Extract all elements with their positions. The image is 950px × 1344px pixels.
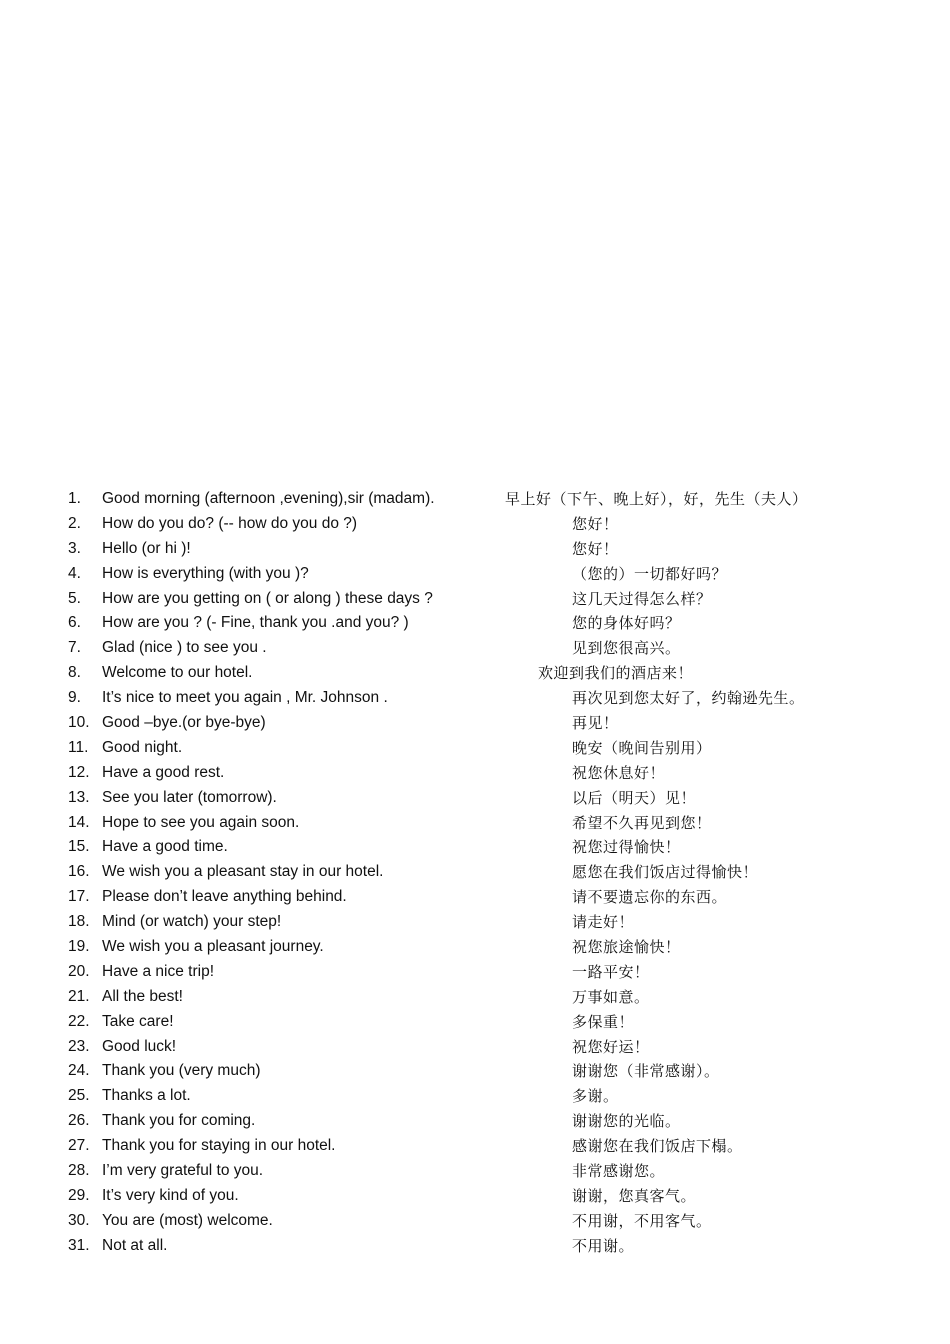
phrase-english: Thank you (very much) <box>102 1062 261 1080</box>
phrase-number: 5. <box>68 589 81 607</box>
phrase-english: How are you ? (- Fine, thank you .and you? ) <box>102 614 409 632</box>
phrase-number: 23. <box>68 1037 90 1055</box>
phrase-row <box>0 1010 950 1035</box>
phrase-english: Mind (or watch) your step! <box>102 913 282 931</box>
phrase-row <box>0 1059 950 1084</box>
phrase-english: Hello (or hi )! <box>102 539 191 557</box>
phrase-row <box>0 910 950 935</box>
phrase-chinese: 非常感谢您。 <box>572 1162 666 1181</box>
phrase-english: It’s very kind of you. <box>102 1186 239 1204</box>
phrase-chinese: 祝您过得愉快！ <box>572 838 681 857</box>
phrase-english: Please don’t leave anything behind. <box>102 888 347 906</box>
phrase-row <box>0 736 950 761</box>
phrase-chinese: 多保重！ <box>572 1012 635 1031</box>
phrase-chinese: 谢谢您（非常感谢）。 <box>572 1062 720 1081</box>
phrase-chinese: 请走好！ <box>572 913 635 932</box>
phrase-number: 29. <box>68 1186 90 1204</box>
phrase-row <box>0 711 950 736</box>
phrase-row <box>0 587 950 612</box>
phrase-row <box>0 661 950 686</box>
phrase-chinese: 再见！ <box>572 714 619 733</box>
phrase-english: How are you getting on ( or along ) these days ? <box>102 589 433 607</box>
phrase-row <box>0 960 950 985</box>
phrase-english: Thank you for staying in our hotel. <box>102 1137 336 1155</box>
phrase-number: 11. <box>68 738 89 756</box>
phrase-chinese: 谢谢，您真客气。 <box>572 1186 697 1205</box>
phrase-chinese: 谢谢您的光临。 <box>572 1112 681 1131</box>
phrase-number: 17. <box>68 888 90 906</box>
phrase-english: We wish you a pleasant stay in our hotel. <box>102 863 384 881</box>
phrase-english: Have a good rest. <box>102 763 225 781</box>
phrase-number: 8. <box>68 664 81 682</box>
phrase-row <box>0 811 950 836</box>
phrase-chinese: 祝您旅途愉快！ <box>572 938 681 957</box>
phrase-english: You are (most) welcome. <box>102 1211 273 1229</box>
phrase-row <box>0 1184 950 1209</box>
phrase-row <box>0 786 950 811</box>
phrase-chinese: 不用谢。 <box>572 1236 635 1255</box>
phrase-row <box>0 860 950 885</box>
phrase-number: 24. <box>68 1062 90 1080</box>
phrase-row <box>0 1084 950 1109</box>
phrase-number: 26. <box>68 1112 90 1130</box>
phrase-english: I’m very grateful to you. <box>102 1162 264 1180</box>
phrase-english: All the best! <box>102 987 183 1005</box>
phrase-number: 12. <box>68 763 90 781</box>
phrase-english: It’s nice to meet you again , Mr. Johnson . <box>102 689 388 707</box>
phrase-chinese: 祝您好运！ <box>572 1037 650 1056</box>
phrase-chinese: 祝您休息好！ <box>572 763 666 782</box>
phrase-row <box>0 935 950 960</box>
phrase-chinese: 感谢您在我们饭店下榻。 <box>572 1137 743 1156</box>
phrase-english: Good luck! <box>102 1037 177 1055</box>
phrase-english: How is everything (with you )? <box>102 564 309 582</box>
phrase-english: Thanks a lot. <box>102 1087 191 1105</box>
phrase-row <box>0 537 950 562</box>
phrase-row <box>0 636 950 661</box>
phrase-number: 20. <box>68 962 90 980</box>
phrase-english: Glad (nice ) to see you . <box>102 639 267 657</box>
phrase-chinese: 一路平安！ <box>572 962 650 981</box>
phrase-number: 9. <box>68 689 81 707</box>
phrase-number: 31. <box>68 1236 90 1254</box>
phrase-chinese: 希望不久再见到您！ <box>572 813 712 832</box>
phrase-number: 25. <box>68 1087 90 1105</box>
phrase-english: Good –bye.(or bye-bye) <box>102 714 266 732</box>
phrase-english: Welcome to our hotel. <box>102 664 253 682</box>
phrase-row <box>0 835 950 860</box>
phrase-number: 3. <box>68 539 81 557</box>
phrase-chinese: 多谢。 <box>572 1087 619 1106</box>
phrase-row <box>0 512 950 537</box>
phrase-row <box>0 487 950 512</box>
phrase-chinese: 以后（明天）见！ <box>572 788 697 807</box>
phrase-chinese: 欢迎到我们的酒店来！ <box>538 664 694 683</box>
phrase-row <box>0 885 950 910</box>
phrase-row <box>0 1035 950 1060</box>
phrase-number: 13. <box>68 788 90 806</box>
phrase-chinese: 您好！ <box>572 539 619 558</box>
phrase-row <box>0 1134 950 1159</box>
phrase-number: 27. <box>68 1137 90 1155</box>
phrase-chinese: 这几天过得怎么样？ <box>572 589 712 608</box>
phrase-english: Have a good time. <box>102 838 228 856</box>
phrase-number: 22. <box>68 1012 90 1030</box>
phrase-english: Not at all. <box>102 1236 168 1254</box>
phrase-row <box>0 1159 950 1184</box>
phrase-english: Good night. <box>102 738 183 756</box>
phrase-number: 2. <box>68 514 81 532</box>
phrase-english: Have a nice trip! <box>102 962 214 980</box>
phrase-number: 15. <box>68 838 90 856</box>
phrase-row <box>0 562 950 587</box>
phrase-number: 18. <box>68 913 90 931</box>
phrase-chinese: 愿您在我们饭店过得愉快！ <box>572 863 759 882</box>
phrase-number: 21. <box>68 987 90 1005</box>
phrase-number: 4. <box>68 564 81 582</box>
phrase-row <box>0 1109 950 1134</box>
phrase-chinese: 请不要遗忘你的东西。 <box>572 888 728 907</box>
phrase-english: Good morning (afternoon ,evening),sir (madam). <box>102 490 435 507</box>
phrase-english: How do you do? (-- how do you do ?) <box>102 514 358 532</box>
phrase-chinese: 见到您很高兴。 <box>572 639 681 658</box>
phrase-number: 14. <box>68 813 90 831</box>
phrase-english: See you later (tomorrow). <box>102 788 277 806</box>
phrase-english: Take care! <box>102 1012 174 1030</box>
phrase-number: 6. <box>68 614 81 632</box>
phrase-chinese: （您的）一切都好吗？ <box>572 564 728 583</box>
phrase-row <box>0 1234 950 1259</box>
phrase-english: Thank you for coming. <box>102 1112 256 1130</box>
phrase-row <box>0 761 950 786</box>
phrase-number: 7. <box>68 639 81 657</box>
phrase-chinese: 再次见到您太好了，约翰逊先生。 <box>572 689 805 708</box>
phrase-chinese: 早上好（下午、晚上好），好，先生（夫人） <box>505 490 808 508</box>
phrase-chinese: 您的身体好吗？ <box>572 614 681 633</box>
phrase-number: 28. <box>68 1162 90 1180</box>
phrase-row <box>0 985 950 1010</box>
phrase-list <box>0 487 950 1259</box>
phrase-chinese: 您好！ <box>572 514 619 533</box>
phrase-row <box>0 1209 950 1234</box>
phrase-english: Hope to see you again soon. <box>102 813 300 831</box>
phrase-english: We wish you a pleasant journey. <box>102 938 324 956</box>
phrase-chinese: 晚安（晚间告别用） <box>572 738 712 757</box>
phrase-number: 30. <box>68 1211 90 1229</box>
phrase-chinese: 万事如意。 <box>572 987 650 1006</box>
phrase-number: 19. <box>68 938 90 956</box>
phrase-row <box>0 686 950 711</box>
phrase-number: 16. <box>68 863 90 881</box>
phrase-number: 1. <box>68 490 81 507</box>
phrase-row <box>0 611 950 636</box>
phrase-chinese: 不用谢，不用客气。 <box>572 1211 712 1230</box>
phrase-number: 10. <box>68 714 90 732</box>
